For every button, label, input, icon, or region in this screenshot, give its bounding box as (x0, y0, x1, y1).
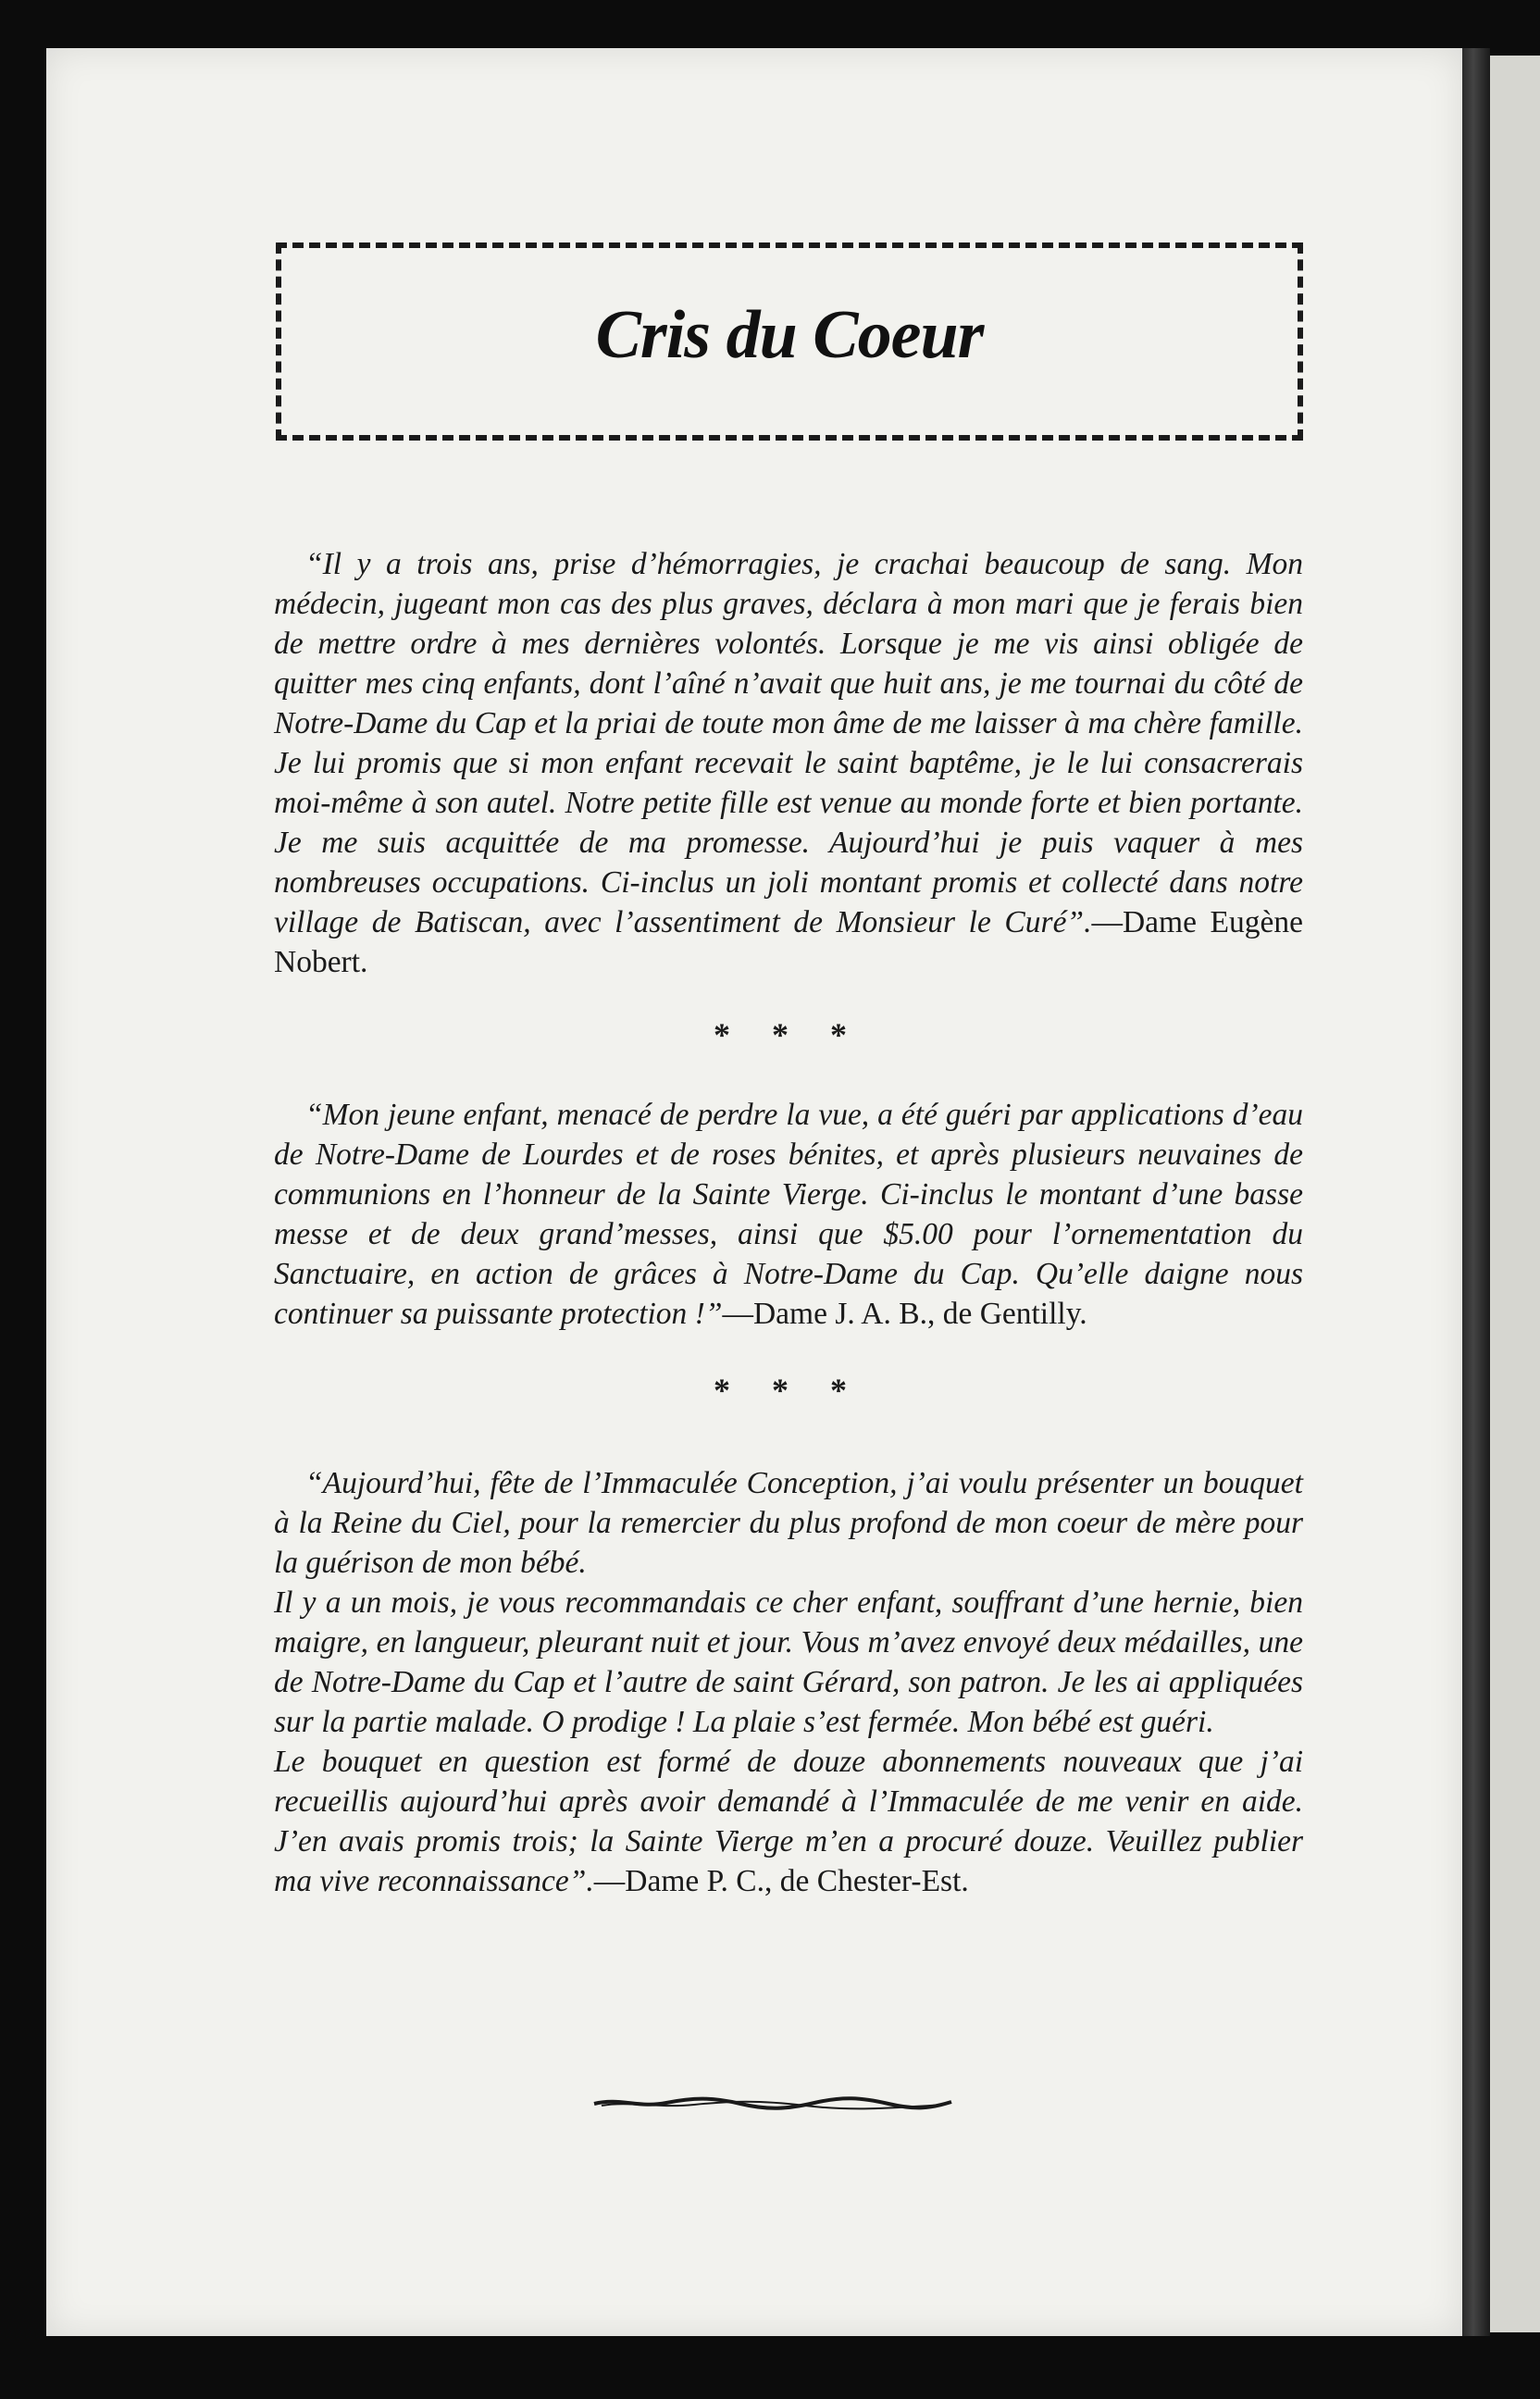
letter-2 (274, 1095, 1303, 1334)
separator: * * * (714, 1016, 863, 1053)
letter-3-paragraph-2 (274, 1583, 1303, 1742)
letter-2-text: “Mon jeune enfant, menacé de perdre la vue, a été guéri par applications d’eau de Notre-Dame de Lourdes et de roses bénites, et après plusieurs neuvaines de communions en l’honneur de la Sainte Vierge. Ci-inclus le montant d’une basse messe et de deux grand’messes, ainsi que $5.00 pour l’ornementation du Sanctuaire, en action de grâces à Notre-Dame du Cap. Qu’elle daigne nous continuer sa puissante protection !” (274, 1098, 1303, 1331)
letter-1-text: “Il y a trois ans, prise d’hémorragies, je crachai beaucoup de sang. Mon médecin, jugeant mon cas des plus graves, déclara à mon mari que je ferais bien de mettre ordre à mes dernières volontés. Lorsque je me vis ainsi obligée de quitter mes cinq enfants, dont l’aîné n’avait que huit ans, je me tournai du côté de Notre-Dame du Cap et la priai de toute mon âme de me laisser à ma chère famille. Je lui promis que si mon enfant recevait le saint baptême, je le lui consacrerais moi-même à son autel. Notre petite fille est venue au monde forte et bien portante. Je me suis acquittée de ma promesse. Aujourd’hui je puis vaquer à mes nombreuses occupations. Ci-inclus un joli montant promis et collecté dans notre village de Batiscan, avec l’assentiment de Monsieur le Curé”. (274, 547, 1303, 939)
letter-2-signature: —Dame J. A. B., de Gentilly. (722, 1297, 1087, 1331)
letter-3-paragraph-3 (274, 1742, 1303, 1901)
letter-1 (274, 544, 1303, 982)
page-title: Cris du Coeur (595, 297, 984, 373)
letter-3-text-2: Il y a un mois, je vous recommandais ce cher enfant, souffrant d’une hernie, bien maigre, en langueur, pleurant nuit et jour. Vous m’avez envoyé deux médailles, une de Notre-Dame du Cap et l’autre de saint Gérard, son patron. Je les ai appliquées sur la partie malade. O prodige ! La plaie s’est fermée. Mon bébé est guéri. (274, 1585, 1303, 1739)
title-frame (276, 242, 1303, 441)
letter-3-paragraph-1 (274, 1463, 1303, 1583)
article-body (274, 544, 1303, 1901)
ornament-divider (592, 2095, 953, 2110)
letter-1-signature: —Dame Eugène Nobert. (274, 905, 1303, 979)
letter-3-signature: —Dame P. C., de Chester-Est. (593, 1864, 969, 1898)
adjacent-page (1490, 56, 1540, 2332)
letter-3-text-3: Le bouquet en question est formé de douze abonnements nouveaux que j’ai recueillis aujourd’hui après avoir demandé à l’Immaculée de me venir en aide. J’en avais promis trois; la Sainte Vierge m’en a procuré douze. Veuillez publier ma vive reconnaissance”. (274, 1745, 1303, 1898)
letter-3-text-1: “Aujourd’hui, fête de l’Immaculée Conception, j’ai voulu présenter un bouquet à la Reine du Ciel, pour la remercier du plus profond de mon coeur de mère pour la guérison de mon bébé. (274, 1466, 1303, 1580)
separator: * * * (714, 1372, 863, 1409)
page-edge (1462, 48, 1490, 2336)
